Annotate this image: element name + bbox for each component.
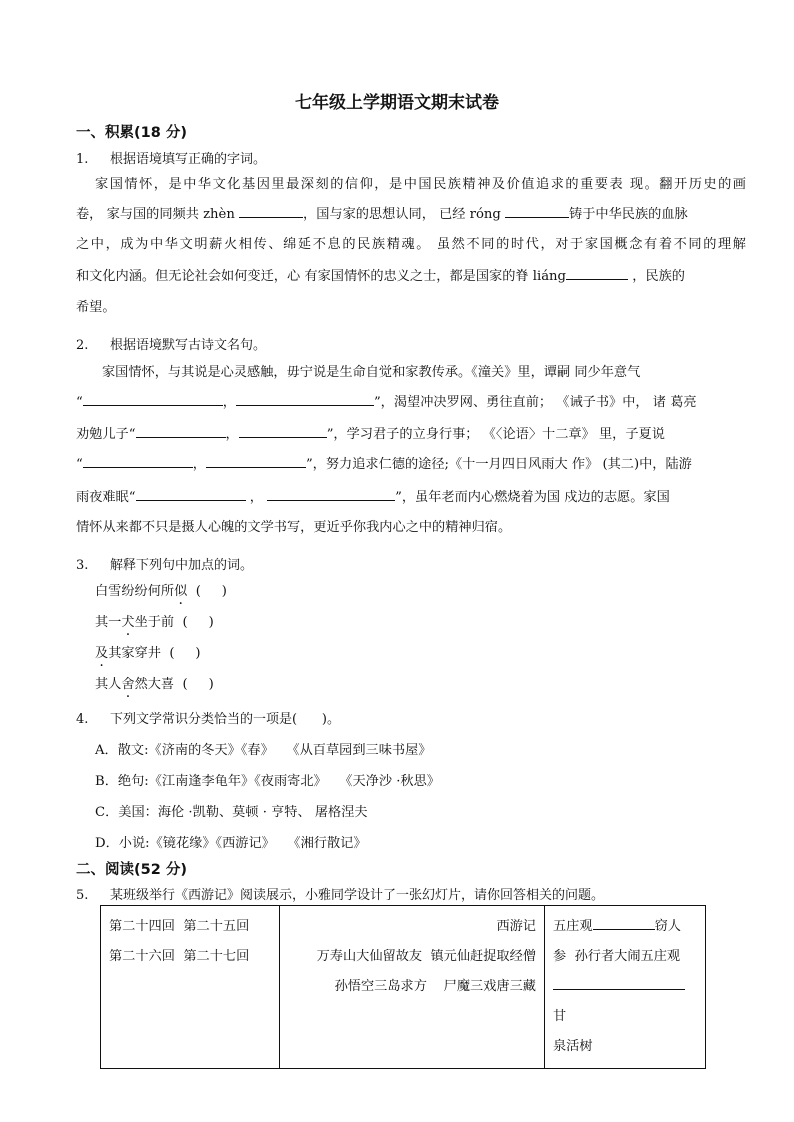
- section-heading-2: 二、阅读(52 分): [76, 862, 187, 878]
- question-number: 4.: [76, 712, 89, 727]
- answer-blank[interactable]: [136, 423, 226, 438]
- question-3-prompt: 3. 解释下列句中加点的词。: [76, 558, 254, 573]
- question-4-prompt: 4. 下列文学常识分类恰当的一项是( )。: [76, 712, 340, 727]
- question-5-prompt: 5. 某班级举行《西游记》阅读展示，小雅同学设计了一张幻灯片，请你回答相关的问题。: [76, 888, 605, 903]
- answer-blank[interactable]: [236, 391, 374, 406]
- slide-chapters-cell: 第二十四回 第二十五回 第二十六回 第二十七回: [101, 906, 280, 1069]
- answer-blank[interactable]: [83, 391, 223, 406]
- page-title: 七年级上学期语文期末试卷: [295, 93, 499, 113]
- q2-line-5: 雨夜难眠“ ， ”，虽年老而内心燃烧着为国 戍边的志愿。家国: [76, 483, 746, 513]
- question-number: 5.: [76, 888, 89, 903]
- q3-item-3: 及其家穿井 ( ): [95, 646, 201, 661]
- q1-line-2: 卷， 家与国的同频共 zhèn ，国与家的思想认同， 已经 róng 铸于中华民族的血脉: [76, 200, 746, 230]
- q4-option-a[interactable]: A．散文:《济南的冬天》《春》 《从百草园到三味书屋》: [95, 743, 432, 758]
- answer-blank-rong[interactable]: [505, 203, 569, 218]
- answer-blank[interactable]: [83, 453, 193, 468]
- slide-table: [100, 905, 706, 1069]
- q2-line-4: “ ， ”，努力追求仁德的途径;《十一月四日风雨大 作》 (其二)中，陆游: [76, 450, 746, 480]
- q1-line-5: 希望。: [76, 300, 116, 315]
- q2-line-6: 情怀从来都不只是摄人心魄的文学书写，更近乎你我内心之中的精神归宿。: [76, 520, 512, 535]
- q4-option-c[interactable]: C．美国：海伦 ·凯勒、莫顿 · 亨特、 屠格涅夫: [95, 805, 368, 820]
- question-number: 1.: [76, 152, 89, 167]
- q1-line-4: 和文化内涵。但无论社会如何变迁，心 有家国情怀的忠义之士，都是国家的脊 liáng ，民族的: [76, 262, 746, 292]
- q1-line-1: 家国情怀，是中华文化基因里最深刻的信仰，是中国民族精神及价值追求的重要表 现。翻开历史的画: [95, 177, 746, 192]
- answer-blank[interactable]: [593, 915, 655, 930]
- answer-blank[interactable]: [206, 453, 306, 468]
- q3-item-2: 其一犬坐于前 ( ): [95, 615, 214, 630]
- q3-item-4: 其人舍然大喜 ( ): [95, 677, 214, 692]
- q3-item-1: 白雪纷纷何所似 ( ): [95, 584, 227, 599]
- answer-blank[interactable]: [267, 486, 395, 501]
- q4-option-d[interactable]: D．小说:《镜花缘》《西游记》 《湘行散记》: [95, 836, 367, 851]
- q2-line-2: “ ， ”，渴望冲决罗网、勇往直前； 《诫子书》中， 诸 葛亮: [76, 388, 746, 418]
- answer-blank-zhen[interactable]: [239, 203, 303, 218]
- answer-blank[interactable]: [136, 486, 246, 501]
- q2-line-3: 劝勉儿子“ ， ”，学习君子的立身行事； 《〈论语〉十二章》 里，子夏说: [76, 420, 746, 450]
- question-1-prompt: 1. 根据语境填写正确的字词。: [76, 152, 267, 167]
- q2-line-1: 家国情怀，与其说是心灵感触，毋宁说是生命自觉和家教传承。《潼关》里，谭嗣 同少年意气: [102, 365, 641, 380]
- answer-blank[interactable]: [239, 423, 327, 438]
- answer-blank[interactable]: [553, 975, 685, 990]
- question-number: 2.: [76, 338, 89, 353]
- answer-blank-liang[interactable]: [566, 265, 628, 280]
- q4-option-b[interactable]: B．绝句:《江南逢李龟年》《夜雨寄北》 《天净沙 ·秋思》: [95, 774, 440, 789]
- question-number: 3.: [76, 558, 89, 573]
- q1-line-3: 之中，成为中华文明薪火相传、绵延不息的民族精魂。 虽然不同的时代，对于家国概念有着不同的理解: [76, 237, 746, 252]
- question-2-prompt: 2. 根据语境默写古诗文名句。: [76, 338, 267, 353]
- section-heading-1: 一、积累(18 分): [76, 125, 187, 141]
- slide-answer-cell: 五庄观 窃人 参 孙行者大闹五庄观 甘 泉活树: [545, 906, 706, 1069]
- slide-titles-cell: 西游记 万寿山大仙留故友 镇元仙赶捉取经僧 孙悟空三岛求方 尸魔三戏唐三藏: [280, 906, 545, 1069]
